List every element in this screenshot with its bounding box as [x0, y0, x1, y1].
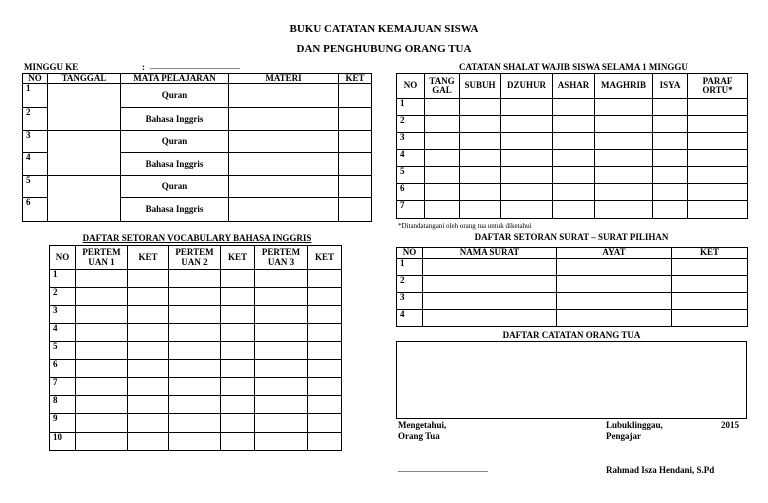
- subjects-table: [22, 73, 372, 222]
- row-number: 2: [397, 276, 423, 293]
- prayer-header-maghrib: MAGHRIB: [595, 74, 653, 99]
- surat-cell[interactable]: [557, 293, 672, 310]
- table-row: [397, 133, 748, 150]
- prayer-cell[interactable]: [553, 133, 595, 150]
- row-number: 2: [23, 108, 48, 131]
- prayer-header-ashar: ASHAR: [553, 74, 595, 99]
- mengetahui-label: Mengetahui,: [398, 420, 447, 430]
- surat-cell[interactable]: [423, 259, 557, 276]
- vocab-cell[interactable]: [128, 360, 169, 378]
- orang-tua-label: Orang Tua: [398, 431, 440, 441]
- vocab-cell[interactable]: [169, 414, 221, 433]
- prayer-cell[interactable]: [595, 167, 653, 184]
- year-label: 2015: [721, 420, 739, 430]
- vocab-cell[interactable]: [169, 306, 221, 324]
- vocab-table: [49, 245, 342, 451]
- vocab-cell[interactable]: [255, 433, 308, 451]
- row-number: 1: [397, 99, 425, 116]
- subjects-header-no: NO: [23, 74, 48, 84]
- prayer-cell[interactable]: [425, 99, 460, 116]
- vocab-cell[interactable]: [76, 378, 128, 396]
- table-row: [23, 131, 372, 153]
- minggu-label: MINGGU KE: [24, 62, 79, 72]
- tanggal-cell[interactable]: [48, 176, 121, 222]
- prayer-cell[interactable]: [460, 150, 501, 167]
- prayer-cell[interactable]: [553, 184, 595, 201]
- tanggal-cell[interactable]: [48, 84, 121, 131]
- prayer-cell[interactable]: [553, 201, 595, 219]
- surat-cell[interactable]: [672, 259, 748, 276]
- vocab-header-pertemuan-2: PERTEM UAN 2: [169, 246, 221, 270]
- prayer-cell[interactable]: [553, 167, 595, 184]
- table-row: [50, 396, 342, 414]
- parent-signature-line: ____________________: [398, 463, 488, 473]
- title-line-2: DAN PENGHUBUNG ORANG TUA: [296, 43, 472, 55]
- table-row: [50, 270, 342, 288]
- vocab-cell[interactable]: [255, 270, 308, 288]
- prayer-cell[interactable]: [688, 184, 748, 201]
- prayer-cell[interactable]: [553, 116, 595, 133]
- prayer-cell[interactable]: [501, 167, 553, 184]
- vocab-cell[interactable]: [308, 396, 342, 414]
- vocab-cell[interactable]: [169, 342, 221, 360]
- vocab-cell[interactable]: [76, 433, 128, 451]
- title-line-1: BUKU CATATAN KEMAJUAN SISWA: [289, 23, 479, 35]
- vocab-cell[interactable]: [76, 342, 128, 360]
- prayer-cell[interactable]: [595, 133, 653, 150]
- vocab-cell[interactable]: [76, 396, 128, 414]
- minggu-blank: ____________________: [150, 60, 240, 70]
- subject-cell: Bahasa Inggris: [121, 108, 229, 131]
- prayer-table: [396, 73, 748, 219]
- prayer-cell[interactable]: [595, 99, 653, 116]
- subjects-header-materi: MATERI: [229, 74, 339, 84]
- prayer-cell[interactable]: [553, 99, 595, 116]
- vocab-cell[interactable]: [255, 414, 308, 433]
- row-number: 3: [397, 133, 425, 150]
- prayer-cell[interactable]: [653, 99, 688, 116]
- prayer-cell[interactable]: [501, 133, 553, 150]
- vocab-cell[interactable]: [221, 396, 255, 414]
- vocab-cell[interactable]: [221, 433, 255, 451]
- row-number: 9: [50, 414, 76, 433]
- subjects-header-ket: KET: [339, 74, 372, 84]
- row-number: 1: [23, 84, 48, 108]
- vocab-header-ket-1: KET: [128, 246, 169, 270]
- prayer-cell[interactable]: [653, 116, 688, 133]
- vocab-cell[interactable]: [255, 306, 308, 324]
- prayer-cell[interactable]: [688, 116, 748, 133]
- vocab-cell[interactable]: [255, 342, 308, 360]
- table-row: [50, 360, 342, 378]
- subjects-header-tanggal: TANGGAL: [48, 74, 121, 84]
- table-row: [397, 201, 748, 219]
- prayer-cell[interactable]: [460, 201, 501, 219]
- place-label: Lubuklinggau,: [606, 420, 663, 430]
- prayer-cell[interactable]: [688, 201, 748, 219]
- vocab-cell[interactable]: [128, 378, 169, 396]
- row-number: 6: [23, 198, 48, 222]
- prayer-cell[interactable]: [460, 99, 501, 116]
- vocab-header-ket-2: KET: [221, 246, 255, 270]
- vocab-cell[interactable]: [128, 288, 169, 306]
- vocab-cell[interactable]: [76, 270, 128, 288]
- table-row: [397, 167, 748, 184]
- vocab-cell[interactable]: [255, 288, 308, 306]
- vocab-cell[interactable]: [255, 378, 308, 396]
- surat-header-no: NO: [397, 248, 423, 259]
- prayer-cell[interactable]: [595, 201, 653, 219]
- vocab-cell[interactable]: [128, 324, 169, 342]
- vocab-cell[interactable]: [169, 324, 221, 342]
- vocab-cell[interactable]: [255, 360, 308, 378]
- surat-cell[interactable]: [423, 293, 557, 310]
- prayer-header-row: [397, 74, 748, 99]
- vocab-cell[interactable]: [169, 433, 221, 451]
- vocab-cell[interactable]: [308, 433, 342, 451]
- vocab-cell[interactable]: [308, 270, 342, 288]
- minggu-colon: :: [142, 62, 145, 72]
- row-number: 4: [397, 310, 423, 327]
- subjects-header-mapel: MATA PELAJARAN: [121, 74, 229, 84]
- prayer-header-no: NO: [397, 74, 425, 99]
- prayer-header-isya: ISYA: [653, 74, 688, 99]
- row-number: 3: [50, 306, 76, 324]
- vocab-cell[interactable]: [169, 288, 221, 306]
- table-row: [397, 310, 748, 327]
- surat-cell[interactable]: [557, 259, 672, 276]
- vocab-cell[interactable]: [128, 342, 169, 360]
- ket-cell[interactable]: [339, 131, 372, 153]
- vocab-cell[interactable]: [308, 324, 342, 342]
- prayer-cell[interactable]: [425, 184, 460, 201]
- table-row: [397, 293, 748, 310]
- prayer-cell[interactable]: [460, 184, 501, 201]
- vocab-cell[interactable]: [221, 288, 255, 306]
- vocab-cell[interactable]: [308, 360, 342, 378]
- vocab-cell[interactable]: [308, 288, 342, 306]
- vocab-cell[interactable]: [128, 433, 169, 451]
- prayer-cell[interactable]: [595, 184, 653, 201]
- table-row: [397, 184, 748, 201]
- vocab-cell[interactable]: [76, 360, 128, 378]
- ket-cell[interactable]: [339, 198, 372, 222]
- vocab-cell[interactable]: [169, 378, 221, 396]
- prayer-cell[interactable]: [425, 116, 460, 133]
- row-number: 1: [397, 259, 423, 276]
- prayer-cell[interactable]: [653, 201, 688, 219]
- tanggal-cell[interactable]: [48, 131, 121, 176]
- vocab-cell[interactable]: [76, 306, 128, 324]
- vocab-cell[interactable]: [221, 342, 255, 360]
- vocab-header-ket-3: KET: [308, 246, 342, 270]
- row-number: 2: [397, 116, 425, 133]
- vocab-cell[interactable]: [128, 306, 169, 324]
- vocab-cell[interactable]: [255, 396, 308, 414]
- prayer-cell[interactable]: [501, 150, 553, 167]
- subject-cell: Bahasa Inggris: [121, 198, 229, 222]
- subject-cell: Bahasa Inggris: [121, 153, 229, 176]
- subject-cell: Quran: [121, 131, 229, 153]
- row-number: 6: [397, 184, 425, 201]
- table-row: [23, 84, 372, 108]
- table-row: [50, 342, 342, 360]
- prayer-cell[interactable]: [688, 150, 748, 167]
- materi-cell[interactable]: [229, 108, 339, 131]
- surat-header-ayat: AYAT: [557, 248, 672, 259]
- vocab-cell[interactable]: [308, 306, 342, 324]
- surat-cell[interactable]: [423, 276, 557, 293]
- vocab-header-pertemuan-3: PERTEM UAN 3: [255, 246, 308, 270]
- ket-cell[interactable]: [339, 176, 372, 198]
- subject-cell: Quran: [121, 176, 229, 198]
- prayer-cell[interactable]: [688, 99, 748, 116]
- vocab-cell[interactable]: [76, 324, 128, 342]
- prayer-cell[interactable]: [460, 133, 501, 150]
- row-number: 3: [397, 293, 423, 310]
- row-number: 5: [23, 176, 48, 198]
- table-row: [397, 99, 748, 116]
- table-row: [397, 150, 748, 167]
- prayer-cell[interactable]: [460, 167, 501, 184]
- materi-cell[interactable]: [229, 198, 339, 222]
- prayer-header-tanggal: TANG GAL: [425, 74, 460, 99]
- ket-cell[interactable]: [339, 84, 372, 108]
- parent-notes-box[interactable]: [396, 341, 747, 419]
- prayer-cell[interactable]: [425, 201, 460, 219]
- table-row: [50, 378, 342, 396]
- vocab-cell[interactable]: [221, 414, 255, 433]
- materi-cell[interactable]: [229, 153, 339, 176]
- vocab-cell[interactable]: [308, 342, 342, 360]
- vocab-cell[interactable]: [221, 270, 255, 288]
- table-row: [23, 176, 372, 198]
- ket-cell[interactable]: [339, 108, 372, 131]
- vocab-title: DAFTAR SETORAN VOCABULARY BAHASA INGGRIS: [82, 233, 312, 243]
- prayer-cell[interactable]: [501, 201, 553, 219]
- pengajar-label: Pengajar: [606, 431, 641, 441]
- prayer-cell[interactable]: [501, 184, 553, 201]
- prayer-cell[interactable]: [595, 116, 653, 133]
- vocab-cell[interactable]: [255, 324, 308, 342]
- row-number: 7: [50, 378, 76, 396]
- row-number: 6: [50, 360, 76, 378]
- prayer-cell[interactable]: [425, 133, 460, 150]
- vocab-cell[interactable]: [221, 324, 255, 342]
- surat-table: [396, 247, 748, 327]
- ket-cell[interactable]: [339, 153, 372, 176]
- table-row: [50, 414, 342, 433]
- vocab-cell[interactable]: [76, 414, 128, 433]
- materi-cell[interactable]: [229, 84, 339, 108]
- prayer-cell[interactable]: [688, 133, 748, 150]
- vocab-cell[interactable]: [128, 414, 169, 433]
- prayer-cell[interactable]: [425, 167, 460, 184]
- prayer-cell[interactable]: [460, 116, 501, 133]
- row-number: 10: [50, 433, 76, 451]
- surat-cell[interactable]: [672, 276, 748, 293]
- row-number: 5: [50, 342, 76, 360]
- prayer-cell[interactable]: [653, 167, 688, 184]
- surat-cell[interactable]: [672, 293, 748, 310]
- surat-header-nama: NAMA SURAT: [423, 248, 557, 259]
- prayer-cell[interactable]: [653, 184, 688, 201]
- prayer-header-paraf: PARAF ORTU*: [688, 74, 748, 99]
- vocab-cell[interactable]: [308, 414, 342, 433]
- row-number: 5: [397, 167, 425, 184]
- prayer-title: CATATAN SHALAT WAJIB SISWA SELAMA 1 MINGGU: [459, 62, 688, 72]
- parent-notes-title: DAFTAR CATATAN ORANG TUA: [502, 330, 641, 340]
- vocab-cell[interactable]: [221, 378, 255, 396]
- table-row: [397, 259, 748, 276]
- vocab-cell[interactable]: [308, 378, 342, 396]
- row-number: 4: [397, 150, 425, 167]
- row-number: 8: [50, 396, 76, 414]
- vocab-header-pertemuan-1: PERTEM UAN 1: [76, 246, 128, 270]
- row-number: 3: [23, 131, 48, 153]
- prayer-footnote: *Ditandatangani oleh orang tua untuk diketahui: [398, 222, 532, 230]
- row-number: 2: [50, 288, 76, 306]
- prayer-cell[interactable]: [595, 150, 653, 167]
- row-number: 4: [50, 324, 76, 342]
- surat-cell[interactable]: [672, 310, 748, 327]
- prayer-cell[interactable]: [688, 167, 748, 184]
- table-row: [50, 433, 342, 451]
- table-row: [50, 288, 342, 306]
- vocab-cell[interactable]: [128, 396, 169, 414]
- materi-cell[interactable]: [229, 176, 339, 198]
- table-row: [397, 116, 748, 133]
- vocab-cell[interactable]: [169, 270, 221, 288]
- vocab-header-row: [50, 246, 342, 270]
- vocab-cell[interactable]: [221, 360, 255, 378]
- prayer-header-dzuhur: DZUHUR: [501, 74, 553, 99]
- teacher-name: Rahmad Isza Hendani, S.Pd: [606, 465, 715, 475]
- prayer-cell[interactable]: [501, 116, 553, 133]
- surat-header-ket: KET: [672, 248, 748, 259]
- vocab-cell[interactable]: [128, 270, 169, 288]
- subject-cell: Quran: [121, 84, 229, 108]
- prayer-cell[interactable]: [653, 133, 688, 150]
- vocab-cell[interactable]: [169, 360, 221, 378]
- table-row: [50, 306, 342, 324]
- prayer-cell[interactable]: [501, 99, 553, 116]
- surat-cell[interactable]: [557, 276, 672, 293]
- prayer-cell[interactable]: [553, 150, 595, 167]
- row-number: 7: [397, 201, 425, 219]
- subjects-header-row: [23, 74, 372, 84]
- surat-cell[interactable]: [557, 310, 672, 327]
- vocab-cell[interactable]: [76, 288, 128, 306]
- prayer-header-subuh: SUBUH: [460, 74, 501, 99]
- materi-cell[interactable]: [229, 131, 339, 153]
- vocab-cell[interactable]: [221, 306, 255, 324]
- row-number: 4: [23, 153, 48, 176]
- surat-cell[interactable]: [423, 310, 557, 327]
- vocab-header-no: NO: [50, 246, 76, 270]
- vocab-cell[interactable]: [169, 396, 221, 414]
- row-number: 1: [50, 270, 76, 288]
- surat-title: DAFTAR SETORAN SURAT – SURAT PILIHAN: [474, 232, 669, 242]
- surat-header-row: [397, 248, 748, 259]
- table-row: [397, 276, 748, 293]
- table-row: [50, 324, 342, 342]
- prayer-cell[interactable]: [425, 150, 460, 167]
- prayer-cell[interactable]: [653, 150, 688, 167]
